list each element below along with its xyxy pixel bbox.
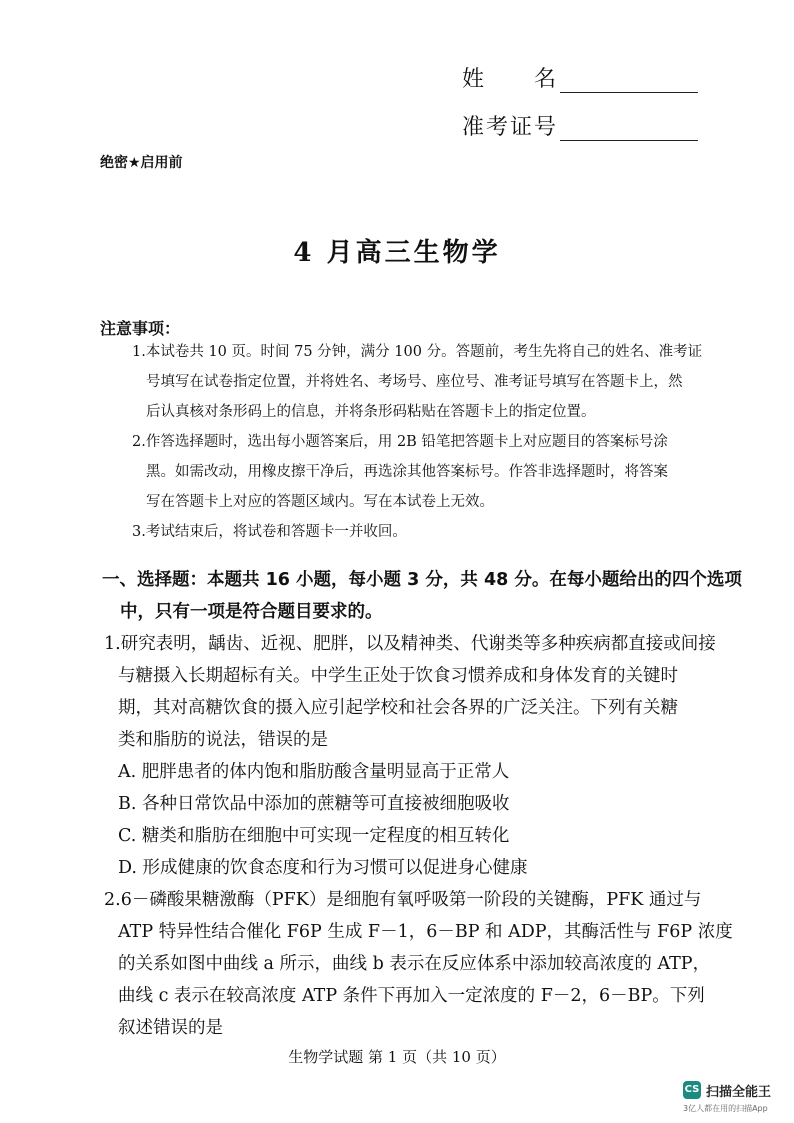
page-footer: 生物学试题 第 1 页（共 10 页） xyxy=(288,1048,506,1066)
notice-line: 后认真核对条形码上的信息，并将条形码粘贴在答题卡上的指定位置。 xyxy=(146,404,596,420)
camscanner-logo-icon: CS xyxy=(683,1081,701,1099)
question-1-option-a: A. 肥胖患者的体内饱和脂肪酸含量明显高于正常人 xyxy=(118,762,510,782)
question-1-line: 与糖摄入长期超标有关。中学生正处于饮食习惯养成和身体发育的关键时 xyxy=(118,666,678,686)
exam-id-blank-line xyxy=(560,118,698,141)
section-heading: 一、选择题：本题共 16 小题，每小题 3 分，共 48 分。在每小题给出的四个选项 xyxy=(102,570,742,590)
question-1-option-c: C. 糖类和脂肪在细胞中可实现一定程度的相互转化 xyxy=(118,826,510,846)
question-1-line: 期，其对高糖饮食的摄入应引起学校和社会各界的广泛关注。下列有关糖 xyxy=(118,698,678,718)
confidential-label: 绝密★启用前 xyxy=(100,155,183,171)
question-2-line: 曲线 c 表示在较高浓度 ATP 条件下再加入一定浓度的 F－2，6－BP。下列 xyxy=(118,986,705,1006)
notice-line: 1.本试卷共 10 页。时间 75 分钟，满分 100 分。答题前，考生先将自己的姓名、准考证 xyxy=(132,344,703,360)
question-1-option-d: D. 形成健康的饮食态度和行为习惯可以促进身心健康 xyxy=(118,858,528,878)
exam-id-label: 准考证号 xyxy=(462,115,559,140)
page-title: 4 月高三生物学 xyxy=(293,238,501,268)
camscanner-name: 扫描全能王 xyxy=(706,1085,772,1100)
notice-line: 3.考试结束后，将试卷和答题卡一并收回。 xyxy=(132,524,407,540)
notice-line: 号填写在试卷指定位置，并将姓名、考场号、座位号、准考证号填写在答题卡上，然 xyxy=(146,374,683,390)
question-2-line: 的关系如图中曲线 a 所示，曲线 b 表示在反应体系中添加较高浓度的 ATP， xyxy=(118,954,711,974)
name-blank-line xyxy=(560,70,698,93)
camscanner-tagline: 3亿人都在用的扫描App xyxy=(683,1104,768,1113)
exam-id-field xyxy=(462,110,698,141)
name-field xyxy=(462,62,698,93)
notice-line: 写在答题卡上对应的答题区域内。写在本试卷上无效。 xyxy=(146,494,494,510)
question-1-option-b: B. 各种日常饮品中添加的蔗糖等可直接被细胞吸收 xyxy=(118,794,510,814)
question-2-line: 2.6－磷酸果糖激酶（PFK）是细胞有氧呼吸第一阶段的关键酶，PFK 通过与 xyxy=(104,890,702,910)
section-heading-cont: 中，只有一项是符合题目要求的。 xyxy=(120,602,383,622)
question-1-line: 类和脂肪的说法，错误的是 xyxy=(118,730,328,750)
notice-line: 黑。如需改动，用橡皮擦干净后，再选涂其他答案标号。作答非选择题时，将答案 xyxy=(146,464,668,480)
name-label: 姓 名 xyxy=(462,67,559,92)
notice-title: 注意事项： xyxy=(100,319,181,338)
notice-line: 2.作答选择题时，选出每小题答案后，用 2B 铅笔把答题卡上对应题目的答案标号涂 xyxy=(132,434,668,450)
question-2-line: ATP 特异性结合催化 F6P 生成 F－1，6－BP 和 ADP，其酶活性与 F6P 浓度 xyxy=(118,922,733,942)
question-1-line: 1.研究表明，龋齿、近视、肥胖，以及精神类、代谢类等多种疾病都直接或间接 xyxy=(104,634,716,654)
question-2-line: 叙述错误的是 xyxy=(118,1018,223,1038)
